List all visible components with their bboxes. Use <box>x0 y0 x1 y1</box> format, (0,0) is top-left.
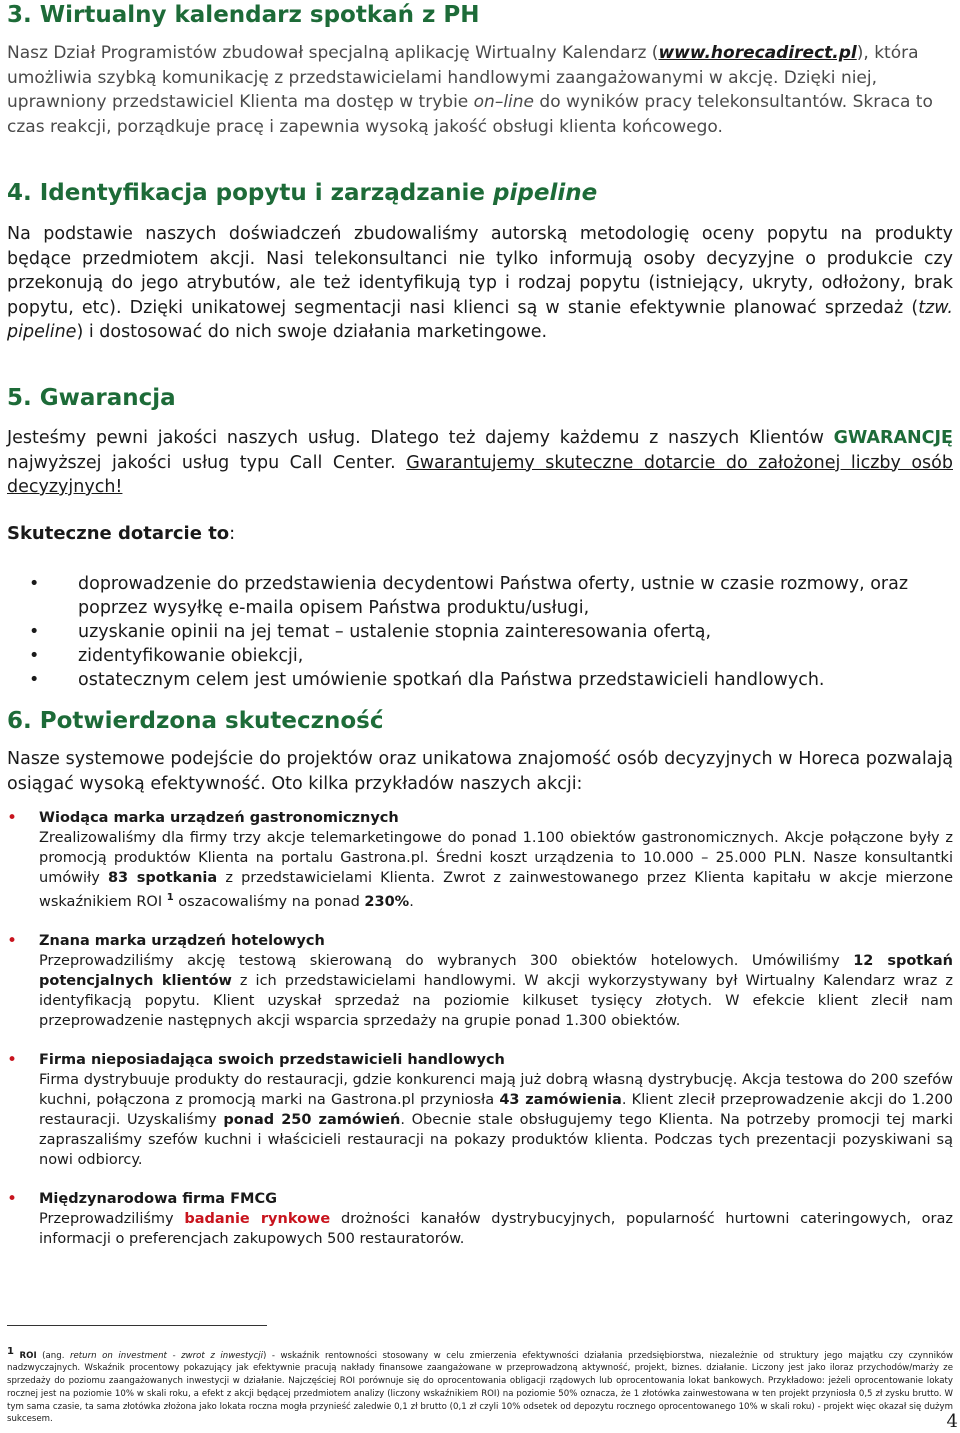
market-research-highlight: badanie rynkowe <box>184 1210 331 1227</box>
footnote-italic: return on investment - zwrot z inwestycji <box>69 1350 263 1361</box>
text: Przeprowadziliśmy akcję testową skierowaną do wybranych 300 obiektów hotelowych. Umówiliśmy <box>39 952 854 969</box>
case-title: • Firma nieposiadająca swoich przedstawicieli handlowych <box>39 1051 505 1068</box>
text: Jesteśmy pewni jakości naszych usług. Dlatego też dajemy każdemu z naszych Klientów <box>7 428 834 448</box>
text: Nasz Dział Programistów zbudował specjalną aplikację Wirtualny Kalendarz ( <box>7 43 659 63</box>
text: oszacowaliśmy na ponad <box>173 893 365 910</box>
text: do wyników pracy telekonsultantów. Skraca to czas reakcji, porządkuje pracę i zapewnia wysoką jakość obsługi klienta końcowego. <box>7 92 933 137</box>
text: . Obecnie stale obsługujemy tego Klienta. Na potrzeby promocji tej marki zapraszaliśmy szefów kuchni i właścicieli restauracji na pokazy produktów klienta. Podczas tych prezentacji pozyskiwani są nowi odbiorcy. <box>39 1111 954 1168</box>
highlight: ponad 250 zamówień <box>223 1111 401 1128</box>
online-term: on–line <box>473 92 535 112</box>
highlight: 12 spotkań potencjalnych klientów <box>39 952 953 989</box>
text: z ich przedstawicielami handlowymi. W akcji wykorzystywany był Wirtualny Kalendarz wraz z identyfikacją popytu. Klient uzyskał sprzedaż na poziomie kilkuset tysięcy złotych. W efekcie klient zlecił nam przeprowadzenie następnych akcji wsparcia sprzedaży na grupie ponad 1.300 obiektów. <box>39 972 953 1029</box>
section-3-heading: 3. Wirtualny kalendarz spotkań z PH <box>7 2 480 28</box>
text: . <box>409 893 414 910</box>
page-number: 4 <box>946 1411 958 1432</box>
case-title: • Znana marka urządzeń hotelowych <box>39 932 325 949</box>
reach-bullet-list <box>7 572 953 692</box>
list-item: • uzyskanie opinii na jej temat – ustalenie stopnia zainteresowania ofertą, <box>7 620 953 644</box>
tzw-term: tzw. <box>918 297 953 318</box>
effective-reach-subheading <box>7 523 235 544</box>
section-6-intro: Nasze systemowe podejście do projektów oraz unikatowa znajomość osób decyzyjnych w Horeca pozwalają osiągać wysoką efektywność. Oto kilka przykładów naszych akcji: <box>7 749 953 794</box>
text: (ang. <box>36 1350 70 1361</box>
heading-italic: pipeline <box>493 180 598 206</box>
footnote-divider <box>7 1325 267 1326</box>
subhead-text: Skuteczne dotarcie to <box>7 523 230 544</box>
text: Przeprowadziliśmy <box>39 1210 185 1227</box>
list-item: • zidentyfikowanie obiekcji, <box>7 644 953 668</box>
text: Zrealizowaliśmy dla firmy trzy akcje telemarketingowe do ponad 1.100 obiektów gastronomicznych. Akcje połączone były z promocją produktów Klienta na portalu Gastrona.pl. Średni koszt urządzenia to 10.000 – 25.000 PLN. Nasze konsultantki umówiły <box>39 830 953 886</box>
footnote-number: 1 <box>7 1345 14 1357</box>
text: . Klient zlecił przeprowadzenie akcji do 1.200 restauracji. Uzyskaliśmy <box>39 1091 953 1128</box>
section-3-paragraph <box>7 41 953 139</box>
subhead-colon: : <box>229 523 236 544</box>
heading-text: 4. Identyfikacja popytu i zarządzanie <box>7 180 494 206</box>
text: drożności kanałów dystrybucyjnych, popularność hurtowni cateringowych, oraz informacji o preferencjach zakupowych 500 restauratorów. <box>39 1210 954 1247</box>
footnote-ref[interactable]: 1 <box>166 892 174 903</box>
section-6-heading: 6. Potwierdzona skuteczność <box>7 708 384 734</box>
horecadirect-link[interactable]: www.horecadirect.pl <box>658 43 857 63</box>
highlight: 83 spotkania <box>107 870 218 886</box>
footnote <box>7 1346 953 1427</box>
guarantee-claim: Gwarantujemy skuteczne dotarcie do założonej liczby osób decyzyjnych! <box>7 452 953 497</box>
text: Na podstawie naszych doświadczeń zbudowaliśmy autorską metodologię oceny popytu na produkty będące przedmiotem akcji. Nasi telekonsultanci nie tylko informują osoby decyzyjne o produkcie czy przekonują do jego atrybutów, ale też identyfikują typ i rodzaj popytu (istniejący, ukryty, odłożony, brak popytu, etc). Dzięki unikatowej segmentacji nasi klienci są w stanie efektywnie planować sprzedaż ( <box>7 224 953 318</box>
section-4-paragraph <box>7 222 953 345</box>
section-5-paragraph <box>7 426 953 500</box>
case-title: • Międzynarodowa firma FMCG <box>39 1190 278 1207</box>
text: z przedstawicielami Klienta. Zwrot z zainwestowanego przez Klienta kapitału w akcje mierzone wskaźnikiem ROI <box>39 870 954 910</box>
case-study <box>7 1189 953 1249</box>
case-title: • Wiodąca marka urządzeń gastronomicznych <box>39 810 399 826</box>
highlight: 43 zamówienia <box>499 1091 622 1108</box>
case-study-list <box>7 808 953 1249</box>
section-5-heading: 5. Gwarancja <box>7 385 176 411</box>
text: ) - wskaźnik rentowności stosowany w celu zmierzenia efektywności działania przedsiębiorstwa, niezależnie od struktury jego majątku czy czynników nadzwyczajnych. Wskaźnik procentowy pokazujący jak efektywnie pracują nakłady finansowe zaangażowane w przeprowadzoną aktywność, projekt, biznes. działanie. Liczony jest jako iloraz przychodów/marży ze sprzedaży do poziomu zaangażowanych inwestycji w działanie. Najczęściej ROI porównuje się do oprocentowania obligacji rządowych lub oprocentowania lokat bankowych. Przykładowo: jeżeli oprocentowanie lokaty rocznej jest na poziomie 10% w skali roku, a efekt z akcji będącej przedmiotem analizy (liczony wskaźnikiem ROI) na poziomie 50% oznacza, że 1 złotówka zainwestowana w ten projekt przyniosła 0,5 zł zysku brutto. W tym sama czasie, ta sama złotówka złożona jako lokata roczna mogła przynieść zaledwie 0,1 zł brutto (0,1 zł czyli 10% odsetek od depozytu rocznego oprocentowanego 10% w skali roku) - projekt więc okazał się dużym sukcesem. <box>7 1350 953 1425</box>
case-study <box>7 931 953 1031</box>
list-item: • doprowadzenie do przedstawienia decydentowi Państwa oferty, ustnie w czasie rozmowy, oraz poprzez wysyłkę e-maila opisem Państwa produktu/usługi, <box>7 572 953 620</box>
pipeline-term: pipeline <box>7 322 77 342</box>
list-item: • ostatecznym celem jest umówienie spotkań dla Państwa przedstawicieli handlowych. <box>7 668 953 692</box>
guarantee-word: GWARANCJĘ <box>833 428 953 448</box>
footnote-term: ROI <box>19 1350 37 1361</box>
text: najwyższej jakości usług typu Call Center. <box>7 452 407 473</box>
case-study <box>7 808 953 912</box>
text: ) i dostosować do nich swoje działania marketingowe. <box>76 322 548 342</box>
text: Firma dystrybuuje produkty do restauracji, gdzie konkurenci mają już dobrą własną dystrybucję. Akcja testowa do 200 szefów kuchni, połączona z promocją marki na Gastrona.pl przyniosła <box>39 1071 953 1108</box>
section-4-heading <box>7 180 597 208</box>
highlight: 230% <box>364 893 410 910</box>
text: ), która umożliwia szybką komunikację z przedstawicielami handlowymi zaangażowanymi w akcję. Dzięki niej, uprawniony przedstawiciel Klienta ma dostęp w trybie <box>7 43 919 112</box>
case-study <box>7 1050 953 1170</box>
